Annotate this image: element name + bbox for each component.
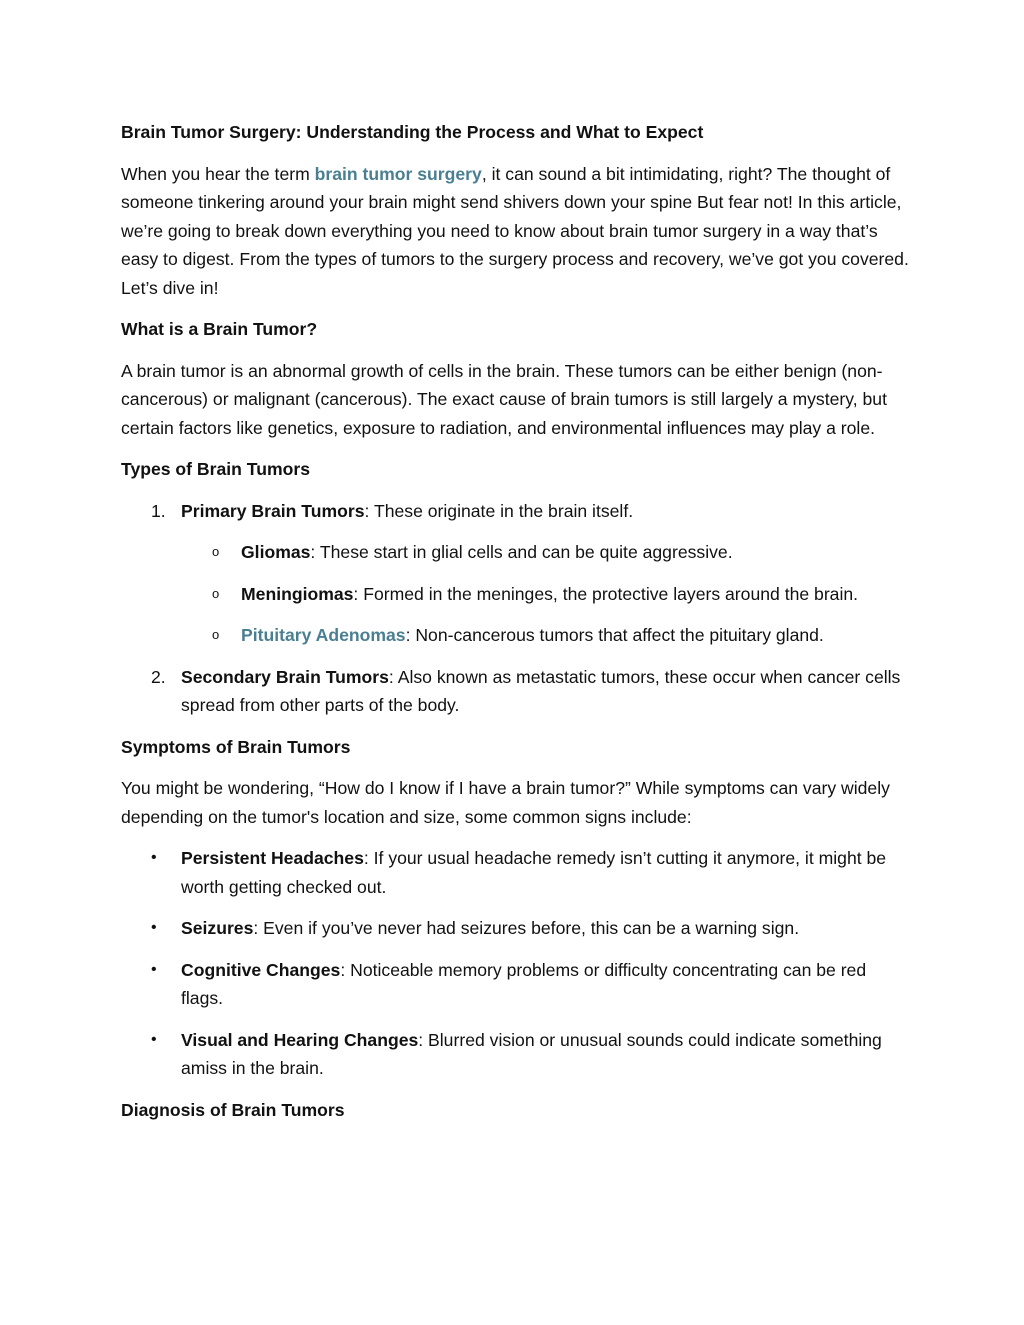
term-primary: Primary Brain Tumors	[181, 500, 365, 521]
desc-primary: : These originate in the brain itself.	[364, 500, 634, 521]
what-heading: What is a Brain Tumor?	[121, 319, 318, 339]
desc-headaches: : If your usual headache remedy isn’t cutting it anymore, it might be worth getting checked out.	[181, 848, 887, 897]
pituitary-adenomas-link[interactable]: Pituitary Adenomas	[241, 625, 406, 645]
intro-paragraph	[121, 160, 911, 303]
types-heading: Types of Brain Tumors	[121, 459, 310, 479]
what-paragraph: A brain tumor is an abnormal growth of cells in the brain. These tumors can be either benign (non-cancerous) or malignant (cancerous). The exact cause of brain tumors is still largely a mystery, but certain factors like genetics, exposure to radiation, and environmental influences may play a role.	[121, 360, 887, 438]
list-item-headaches	[121, 844, 911, 901]
desc-pituitary: : Non-cancerous tumors that affect the pituitary gland.	[405, 625, 824, 645]
bullet-icon: •	[151, 960, 157, 978]
term-seizures: Seizures	[181, 918, 254, 938]
circle-bullet-icon: o	[212, 585, 220, 601]
list-number: 1.	[151, 500, 166, 521]
circle-bullet-icon: o	[212, 544, 220, 559]
document-body	[121, 118, 911, 1137]
symptoms-intro: You might be wondering, “How do I know if I have a brain tumor?” While symptoms can vary widely depending on the tumor's location and size, some common signs include:	[121, 778, 890, 827]
list-item-cognitive	[121, 956, 911, 1013]
term-cognitive: Cognitive Changes	[181, 959, 341, 980]
bullet-icon: •	[151, 1030, 157, 1048]
desc-gliomas: : These start in glial cells and can be quite aggressive.	[310, 542, 733, 562]
diagnosis-heading: Diagnosis of Brain Tumors	[121, 1099, 345, 1120]
circle-bullet-icon: o	[212, 627, 220, 642]
desc-cognitive: : Noticeable memory problems or difficulty concentrating can be red flags.	[181, 959, 867, 1008]
list-item-pituitary	[121, 621, 911, 650]
term-headaches: Persistent Headaches	[181, 848, 364, 868]
intro-text-after: , it can sound a bit intimidating, right? The thought of someone tinkering around your brain might send shivers down your spine But fear not! In this article, we’re going to break down everything you need to know about brain tumor surgery in a way that’s easy to digest. From the types of tumors to the surgery process and recovery, we’ve got you covered. Let’s dive in!	[121, 163, 909, 298]
list-item-meningiomas	[121, 580, 911, 609]
bullet-icon: •	[151, 919, 157, 936]
term-secondary: Secondary Brain Tumors	[181, 666, 389, 687]
desc-visual: : Blurred vision or unusual sounds could indicate something amiss in the brain.	[181, 1029, 882, 1078]
list-item-visual	[121, 1026, 911, 1083]
brain-tumor-surgery-link[interactable]: brain tumor surgery	[314, 163, 482, 184]
page-title: Brain Tumor Surgery: Understanding the Process and What to Expect	[121, 122, 704, 142]
term-visual: Visual and Hearing Changes	[181, 1029, 419, 1050]
term-meningiomas: Meningiomas	[241, 583, 354, 604]
desc-seizures: : Even if you’ve never had seizures before, this can be a warning sign.	[253, 918, 800, 938]
list-item-gliomas	[121, 538, 911, 567]
list-item-seizures	[121, 914, 911, 943]
term-gliomas: Gliomas	[241, 542, 311, 562]
intro-text-before: When you hear the term	[121, 163, 315, 184]
desc-meningiomas: : Formed in the meninges, the protective layers around the brain.	[353, 583, 859, 604]
list-item-primary	[121, 497, 911, 526]
list-number: 2.	[151, 666, 166, 687]
list-item-secondary	[121, 663, 911, 720]
bullet-icon: •	[151, 849, 157, 866]
symptoms-heading: Symptoms of Brain Tumors	[121, 736, 351, 757]
desc-secondary: : Also known as metastatic tumors, these occur when cancer cells spread from other parts of the body.	[181, 666, 901, 715]
